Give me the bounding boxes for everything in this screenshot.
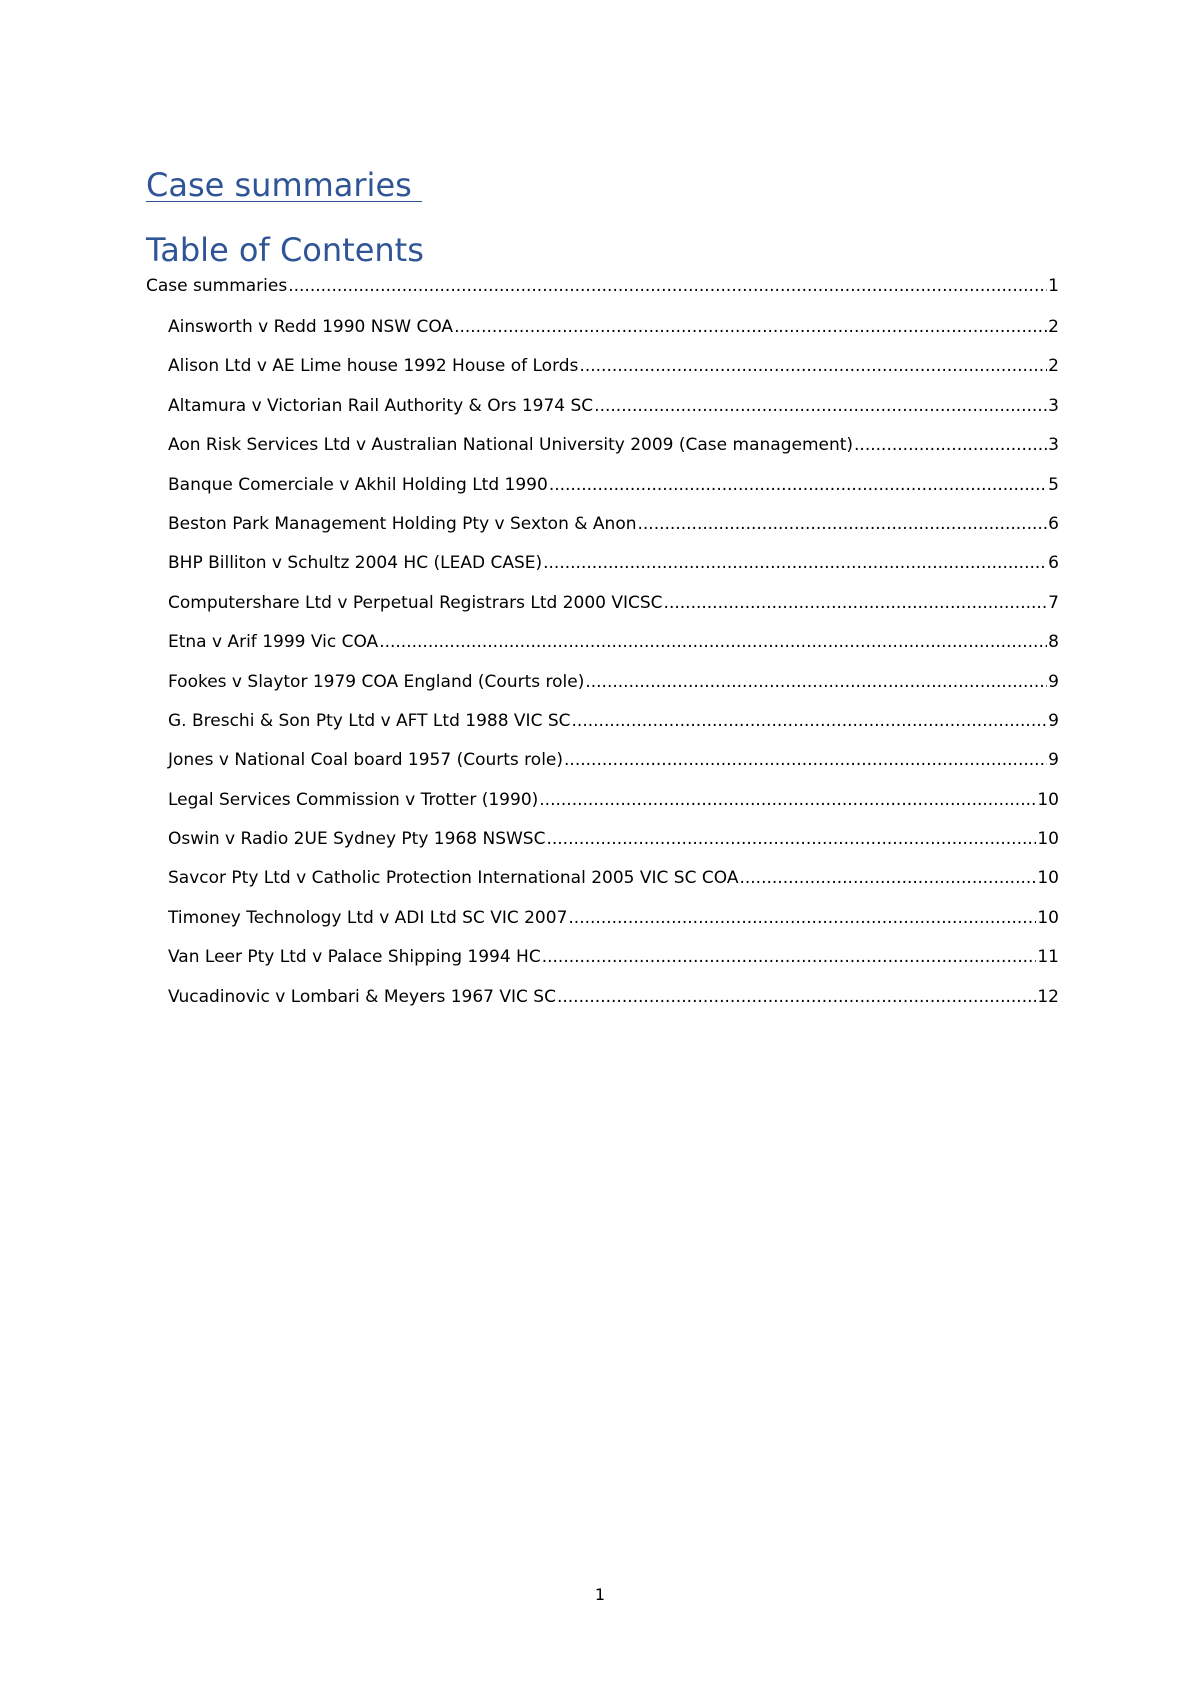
toc-entry[interactable] [146,986,1059,1008]
toc-entry-page-number: 2 [1048,356,1059,377]
toc-heading: Table of Contents [146,231,424,269]
toc-entry[interactable] [146,552,1059,574]
toc-entry-title: Timoney Technology Ltd v ADI Ltd SC VIC 2007 [168,907,568,928]
toc-entry-title: Beston Park Management Holding Pty v Sexton & Anon [168,513,637,534]
toc-entry[interactable] [146,907,1059,929]
toc-entry[interactable] [146,749,1059,771]
toc-entry-page-number: 9 [1048,671,1059,692]
toc-dot-leader [546,828,1036,850]
toc-entry-page-number: 3 [1048,395,1059,416]
toc-entry-page-number: 9 [1048,750,1059,771]
toc-dot-leader [572,710,1048,732]
toc-entry-page-number: 10 [1037,907,1059,928]
toc-dot-leader [543,552,1047,574]
toc-entry-page-number: 2 [1048,317,1059,337]
toc-entry-page-number: 10 [1037,789,1059,810]
toc-dot-leader [564,749,1047,771]
toc-dot-leader [549,474,1047,496]
toc-entry-page-number: 7 [1048,592,1059,613]
toc-dot-leader [638,513,1048,535]
toc-entry-title: Alison Ltd v AE Lime house 1992 House of Lords [168,356,579,377]
toc-entry-page-number: 8 [1048,632,1059,653]
toc-entry-page-number: 10 [1037,868,1059,889]
toc-dot-leader [288,275,1047,297]
toc-dot-leader [379,631,1047,653]
toc-entry-title: Etna v Arif 1999 Vic COA [168,632,379,653]
toc-dot-leader [454,316,1047,338]
toc-entry-page-number: 11 [1037,947,1059,968]
toc-entry[interactable] [146,671,1059,693]
toc-entry[interactable] [146,946,1059,968]
toc-entry[interactable] [146,434,1059,456]
toc-entry-title: Oswin v Radio 2UE Sydney Pty 1968 NSWSC [168,829,546,850]
toc-dot-leader [594,395,1047,417]
toc-dot-leader [664,592,1048,614]
toc-entry-page-number: 5 [1048,474,1059,495]
toc-entry-title: Ainsworth v Redd 1990 NSW COA [168,317,454,337]
toc-entry[interactable] [146,789,1059,811]
toc-entry-title: Case summaries [146,276,288,296]
toc-entry-title: G. Breschi & Son Pty Ltd v AFT Ltd 1988 VIC SC [168,710,571,731]
toc-dot-leader [739,867,1036,889]
toc-entry-page-number: 10 [1037,829,1059,850]
toc-entry[interactable] [146,631,1059,653]
toc-entry[interactable] [146,867,1059,889]
toc-entry[interactable] [146,316,1059,338]
page-number: 1 [594,1585,606,1604]
toc-entry-title: BHP Billiton v Schultz 2004 HC (LEAD CASE) [168,553,543,574]
toc-entry[interactable] [146,395,1059,417]
toc-entry-title: Van Leer Pty Ltd v Palace Shipping 1994 HC [168,947,541,968]
toc-entry-title: Vucadinovic v Lombari & Meyers 1967 VIC SC [168,986,556,1007]
toc-entry-title: Jones v National Coal board 1957 (Courts role) [168,750,564,771]
toc-entry[interactable] [146,828,1059,850]
toc-entry[interactable] [146,710,1059,732]
table-of-contents [146,275,1059,1025]
toc-entry-page-number: 6 [1048,553,1059,574]
toc-entry-title: Legal Services Commission v Trotter (1990) [168,789,539,810]
toc-entry-page-number: 6 [1048,513,1059,534]
toc-entry-title: Fookes v Slaytor 1979 COA England (Courts role) [168,671,585,692]
toc-dot-leader [539,789,1036,811]
toc-entry-page-number: 3 [1048,435,1059,456]
toc-dot-leader [542,946,1037,968]
toc-entry-page-number: 12 [1037,986,1059,1007]
toc-entry-page-number: 9 [1048,710,1059,731]
toc-entry-title: Computershare Ltd v Perpetual Registrars Ltd 2000 VICSC [168,592,663,613]
toc-entry-title: Aon Risk Services Ltd v Australian National University 2009 (Case management) [168,435,854,456]
toc-dot-leader [854,434,1047,456]
toc-dot-leader [585,671,1047,693]
toc-entry[interactable] [146,592,1059,614]
toc-dot-leader [568,907,1036,929]
toc-entry[interactable] [146,513,1059,535]
toc-entry[interactable] [146,275,1059,297]
toc-entry[interactable] [146,355,1059,377]
toc-dot-leader [557,986,1036,1008]
toc-entry-page-number: 1 [1048,276,1059,296]
toc-entry-title: Banque Comerciale v Akhil Holding Ltd 1990 [168,474,548,495]
toc-entry-title: Altamura v Victorian Rail Authority & Ors 1974 SC [168,395,594,416]
toc-entry-title: Savcor Pty Ltd v Catholic Protection International 2005 VIC SC COA [168,868,739,889]
toc-dot-leader [579,355,1047,377]
document-title[interactable]: Case summaries [146,166,422,204]
toc-entry[interactable] [146,474,1059,496]
